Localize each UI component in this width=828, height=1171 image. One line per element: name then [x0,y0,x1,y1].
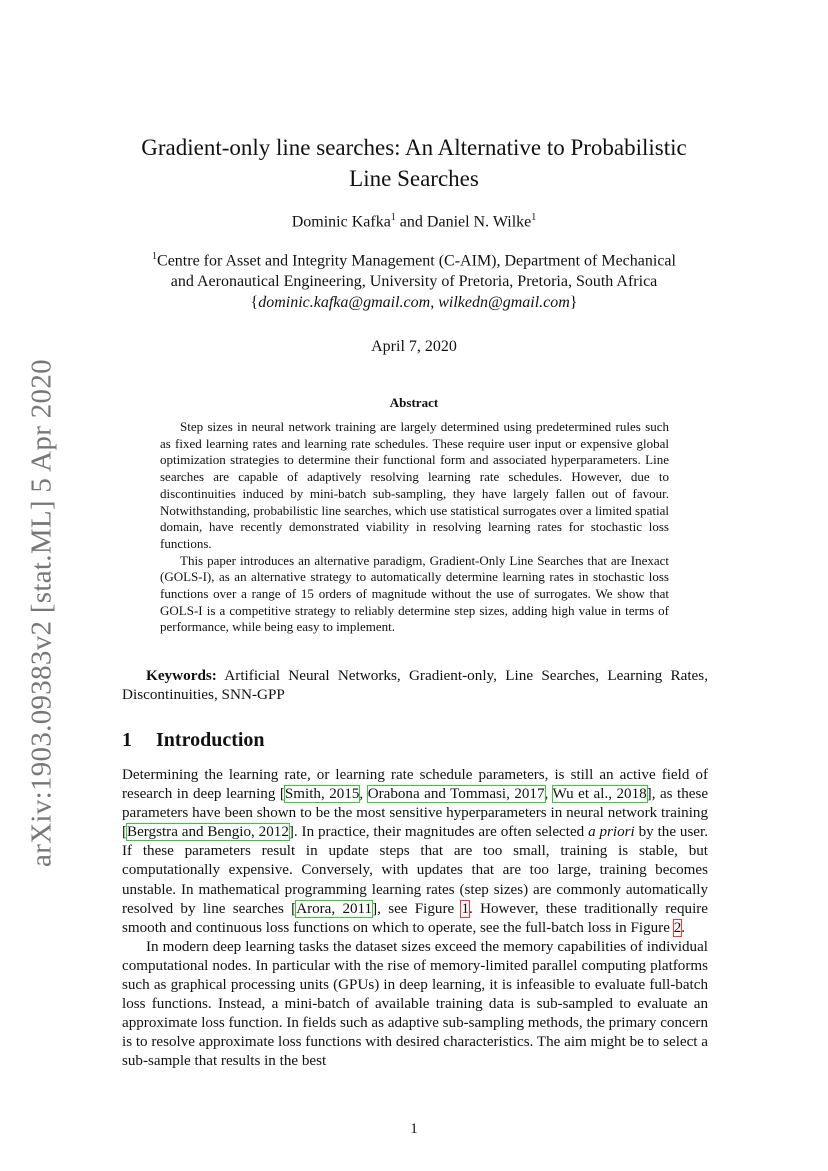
email-open-brace: { [250,294,259,312]
citation-link[interactable]: Bergstra and Bengio, 2012 [127,824,289,841]
intro-text: by the user. If these parameters result in update steps that are too small, training is stable, but computationally expensive. Conversely, with updates that are too large, training becomes unstable. In mathematical programming learning rates (step sizes) are commonly automatically resolved by line searches [ [122,824,708,917]
citation-separator: , [544,786,553,803]
keywords-label: Keywords: [146,667,217,684]
intro-paragraph-2: In modern deep learning tasks the dataset sizes exceed the memory capabilities of individual computational nodes. In particular with the rise of memory-limited parallel computing platforms such as graphical processing units (GPUs) in deep learning, it is infeasible to evaluate full-batch loss functions. Instead, a mini-batch of available training data is sub-sampled to evaluate an approximate loss function. In fields such as adaptive sub-sampling methods, the primary concern is to resolve approximate loss functions with desired characteristics. The aim might be to select a sub-sample that results in the best [122,938,708,1070]
author-2-name: Daniel N. Wilke [426,213,532,231]
citation-link[interactable]: Wu et al., 2018 [552,786,647,803]
abstract-heading: Abstract [389,395,439,410]
citation-link[interactable]: Orabona and Tommasi, 2017 [367,786,545,803]
paper-title-line1: Gradient-only line searches: An Alternative to Probabilistic [141,135,687,160]
abstract-body [160,419,669,636]
affiliation-line2: and Aeronautical Engineering, University of Pretoria, Pretoria, South Africa [170,273,658,291]
section-heading-introduction [122,729,265,752]
paper-title [110,132,718,194]
citation-separator: , [359,786,368,803]
author-2-affil-mark: 1 [531,212,537,223]
intro-text: Determining the learning rate, or learning rate schedule parameters, is still an active field of research in deep learning [ [122,767,708,803]
intro-text: . [681,919,686,936]
affiliation-block [110,246,718,313]
affiliation-mark: 1 [152,251,158,262]
introduction-body [122,766,708,1072]
author-1-name: Dominic Kafka [291,213,391,231]
arxiv-identifier-sidebar [22,358,62,867]
author-conjunction: and [395,213,427,231]
keywords-text: Artificial Neural Networks, Gradient-only, Line Searches, Learning Rates, Discontinuities, SNN-GPP [122,667,712,703]
intro-paragraph-1 [122,766,708,938]
author-list [110,212,718,231]
abstract-paragraph-1: Step sizes in neural network training are largely determined using predetermined rules such as fixed learning rates and learning rate schedules. These require user input or expensive global optimization strategies to determine their functional form and associated hyperparameters. Line searches are capable of adaptively resolving learning rate schedules. However, due to discontinuities induced by mini-batch sub-sampling, they have largely fallen out of favour. Notwithstanding, probabilistic line searches, which use statistical surrogates over a limited spatial domain, have recently demonstrated viability in resolving learning rates for stochastic loss functions. [160,419,669,551]
intro-text: . However, these traditionally require smooth and continuous loss functions on which to operate, see the full-batch loss in Figure [122,900,708,936]
email-close-brace: } [569,294,578,312]
arxiv-identifier-text: arXiv:1903.09383v2 [stat.ML] 5 Apr 2020 [25,358,58,867]
intro-text: ]. In practice, their magnitudes are often selected [288,824,589,841]
intro-text: ], as these parameters have been shown to be the most sensitive hyperparameters in neural network training [ [122,786,709,841]
figure-ref-link[interactable]: 2 [673,919,682,936]
figure-ref-link[interactable]: 1 [461,900,470,917]
citation-link[interactable]: Smith, 2015 [284,786,360,803]
intro-text: ], see Figure [372,900,462,917]
section-number: 1 [122,729,132,751]
abstract-paragraph-2: This paper introduces an alternative paradigm, Gradient-Only Line Searches that are Inexact (GOLS-I), as an alternative strategy to automatically determine learning rates in stochastic loss functions over a range of 15 orders of magnitude without the use of surrogates. We show that GOLS-I is a competitive strategy to reliably determine step sizes, adding high value in terms of performance, while being easy to implement. [160,552,669,635]
publication-date: April 7, 2020 [371,338,457,355]
affiliation-line1: Centre for Asset and Integrity Management (C-AIM), Department of Mechanical [157,252,676,270]
author-1-affil-mark: 1 [390,212,396,223]
email-link-1[interactable]: dominic.kafka@gmail.com, [258,294,439,312]
section-title: Introduction [156,729,265,751]
email-link-2[interactable]: wilkedn@gmail.com [438,294,570,312]
page-number: 1 [410,1121,418,1137]
citation-link[interactable]: Arora, 2011 [296,900,373,917]
keywords-block [122,666,712,704]
emphasis-a-priori: a priori [588,824,635,841]
paper-title-line2: Line Searches [349,166,479,191]
email-line [110,292,718,313]
